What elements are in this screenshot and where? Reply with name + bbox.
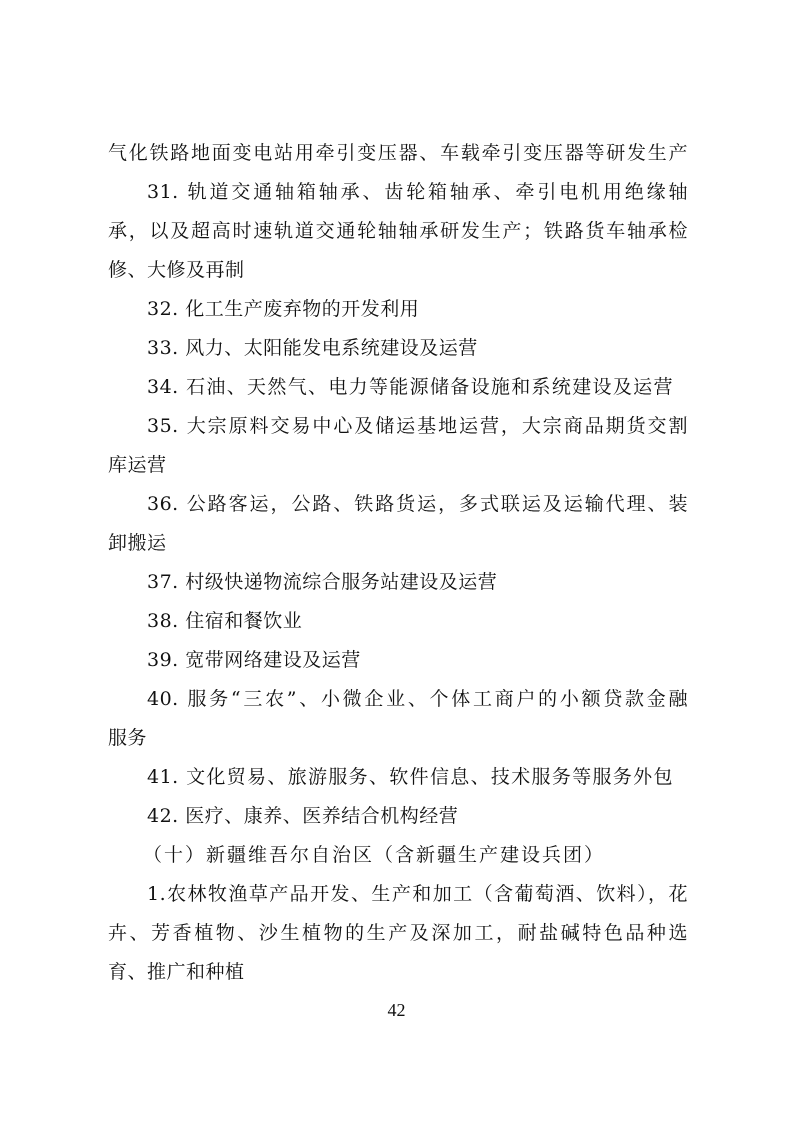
list-item-1: 1.农林牧渔草产品开发、生产和加工（含葡萄酒、饮料），花 — [147, 883, 688, 905]
text-line: 修、大修及再制 — [108, 259, 245, 281]
text-line: 库运营 — [108, 454, 167, 476]
text-line: 承，以及超高时速轨道交通轮轴轴承研发生产；铁路货车轴承检 — [108, 220, 688, 242]
text-line: 卸搬运 — [108, 532, 167, 554]
section-heading: （十）新疆维吾尔自治区（含新疆生产建设兵团） — [143, 844, 606, 866]
page-number: 42 — [387, 1000, 406, 1020]
list-item-42: 42. 医疗、康养、医养结合机构经营 — [147, 805, 459, 827]
list-item-38: 38. 住宿和餐饮业 — [147, 610, 303, 632]
text-line: 卉、芳香植物、沙生植物的生产及深加工，耐盐碱特色品种选 — [108, 922, 688, 944]
list-item-39: 39. 宽带网络建设及运营 — [147, 649, 361, 671]
list-item-32: 32. 化工生产废弃物的开发利用 — [147, 298, 420, 320]
text-line: 育、推广和种植 — [108, 961, 245, 983]
text-line: 服务 — [108, 727, 148, 749]
list-item-40: 40. 服务“三农”、小微企业、个体工商户的小额贷款金融 — [147, 688, 688, 710]
list-item-34: 34. 石油、天然气、电力等能源储备设施和系统建设及运营 — [147, 376, 673, 398]
list-item-37: 37. 村级快递物流综合服务站建设及运营 — [147, 571, 498, 593]
list-item-41: 41. 文化贸易、旅游服务、软件信息、技术服务等服务外包 — [147, 766, 673, 788]
list-item-33: 33. 风力、太阳能发电系统建设及运营 — [147, 337, 478, 359]
list-item-31: 31. 轨道交通轴箱轴承、齿轮箱轴承、牵引电机用绝缘轴 — [147, 181, 688, 203]
list-item-35: 35. 大宗原料交易中心及储运基地运营，大宗商品期货交割 — [147, 415, 688, 437]
text-line: 气化铁路地面变电站用牵引变压器、车载牵引变压器等研发生产 — [108, 142, 688, 164]
list-item-36: 36. 公路客运，公路、铁路货运，多式联运及运输代理、装 — [147, 493, 688, 515]
